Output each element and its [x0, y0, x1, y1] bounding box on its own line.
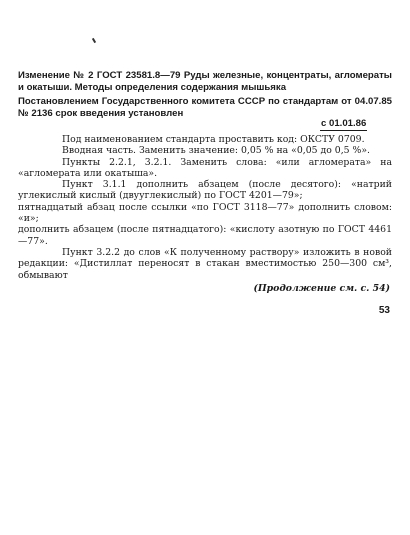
paragraph: Вводная часть. Заменить значение: 0,05 % на «0,05 до 0,5 %». [62, 145, 370, 157]
continuation-note: (Продолжение см. с. 54) [253, 283, 390, 294]
decree-block [18, 96, 392, 120]
paragraph: дополнить абзацем (после пятнадцатого): «кислоту азотную по ГОСТ 4461—77». [18, 224, 392, 247]
page-number: 53 [378, 305, 390, 316]
amendment-body [18, 134, 392, 281]
paragraph: Под наименованием стандарта проставить код: ОКСТУ 0709. [62, 134, 365, 145]
amendment-title: Изменение № 2 ГОСТ 23581.8—79 Руды железные, концентраты, агломераты и окатыши. Методы определения содержания мышьяка [18, 70, 392, 93]
paragraph: Пункт 3.1.1 дополнить абзацем (после десятого): «натрий углекислый кислый (двууглекислый) по ГОСТ 4201—79»; [18, 179, 392, 202]
paragraph: Пункты 2.2.1, 3.2.1. Заменить слова: «или агломерата» на «агломерата или окатыша». [18, 156, 392, 179]
amendment-header [18, 70, 392, 94]
decree-text: Постановлением Государственного комитета СССР по стандартам от 04.07.85 № 2136 срок введения установлен [18, 96, 392, 119]
paragraph: Пункт 3.2.2 до слов «К полученному раствору» изложить в новой редакции: «Дистиллат переносят в стакан вместимостью 250—300 см³, обмывают [18, 246, 392, 281]
paragraph: пятнадцатый абзац после ссылки «по ГОСТ 3118—77» дополнить словом: «и»; [18, 201, 392, 225]
scan-mark [92, 38, 96, 43]
effective-date: с 01.01.86 [321, 118, 367, 129]
